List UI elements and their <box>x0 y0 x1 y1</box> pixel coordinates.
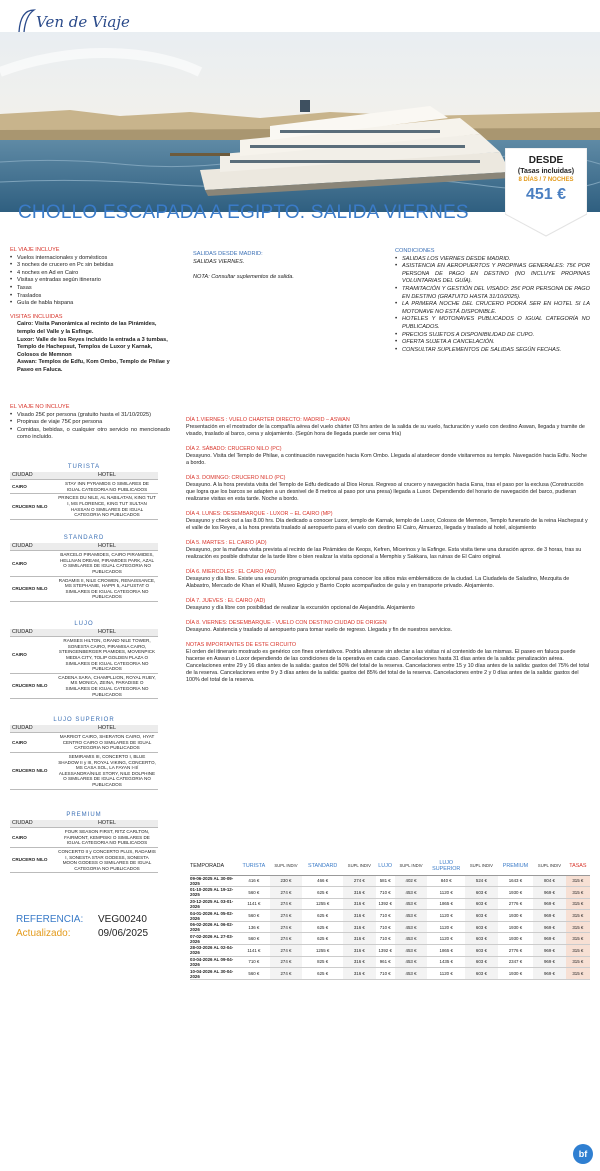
price-cell: 316 € <box>343 910 375 922</box>
visita-aswan: Aswan: Templos de Edfu, Kom Ombo, Templo de Philae y Paseo en Faluca. <box>17 359 170 373</box>
day-title: DÍA 3. DOMINGO: CRUCERO NILO (PC) <box>186 475 286 481</box>
price-cell: 274 € <box>270 945 302 957</box>
price-cell: 1255 € <box>302 945 343 957</box>
table-row <box>10 494 158 519</box>
season-cell: 03-04-2026 AL 09-04-2026 <box>190 956 238 968</box>
price-cell: 2776 € <box>498 945 534 957</box>
ref-value: VEG00240 <box>98 914 147 925</box>
price-cell: 453 € <box>395 968 427 980</box>
col-hotel: HOTEL <box>56 472 158 480</box>
price-cell: 1120 € <box>427 910 465 922</box>
hotel-table-standard <box>10 536 158 602</box>
price-cell: 274 € <box>270 956 302 968</box>
price-cell: 453 € <box>395 887 427 899</box>
price-cell: 316 € <box>343 898 375 910</box>
list-item: • Visitas y entradas según itinerario <box>10 277 170 285</box>
price-cell: 1930 € <box>498 933 534 945</box>
list-item: • TRAMITACIÓN Y GESTIÓN DEL VISADO: 25€ POR PERSONA DE PAGO EN DESTINO (GRATUITO HASTA 31/10/2025). <box>395 286 590 301</box>
category-title: PREMIUM <box>66 812 102 818</box>
price-cell: 315 € <box>566 875 590 887</box>
col-ciudad: CIUDAD <box>10 543 56 551</box>
list-item: • 4 noches en Ad en Cairo <box>10 270 170 278</box>
col-hotel: HOTEL <box>56 629 158 637</box>
hotel-table-lujo-superior <box>10 718 158 790</box>
price-cell: 1930 € <box>498 968 534 980</box>
list-item: • ASISTENCIA EN AEROPUERTOS Y PROPINAS GENERALES: 75€ POR PERSONA DE PAGO EN DESTINO (NO INCLUYE PROPINAS VOLUNTARIAS DEL GUÍA). <box>395 263 590 286</box>
table-row <box>190 945 590 957</box>
price-cell: 625 € <box>302 910 343 922</box>
no-incluye-list <box>10 412 170 442</box>
price-cell: 625 € <box>302 933 343 945</box>
price-cell: 625 € <box>302 887 343 899</box>
price-cell: 315 € <box>566 887 590 899</box>
price-cell: 710 € <box>238 956 270 968</box>
season-cell: 04-01-2026 AL 05-02-2026 <box>190 910 238 922</box>
hotel-cell: RADAMIS II, NILE CROWEN, RENAISSANCE, MS STEPHANIE, HAPPI 5, ALFUSTAT O SIMILARES DE IGUAL CATEGORIA NO PUBLICADOS <box>56 576 158 601</box>
price-cell: 136 € <box>238 921 270 933</box>
list-item: • Propinas de viaje 75€ por persona <box>10 419 170 427</box>
corner-logo: bf <box>573 1144 593 1164</box>
col-temporada: TEMPORADA <box>190 857 238 875</box>
price-cell: 969 € <box>533 921 565 933</box>
city-cell: CRUCERO NILO <box>10 673 56 698</box>
price-cell: 1930 € <box>498 910 534 922</box>
price-cell: 315 € <box>566 910 590 922</box>
salidas-nota: NOTA: Consultar suplementos de salida. <box>193 274 294 281</box>
price-cell: 969 € <box>533 956 565 968</box>
price-cell: 603 € <box>465 933 497 945</box>
price-cell: 274 € <box>270 968 302 980</box>
table-row <box>190 898 590 910</box>
price-cell: 969 € <box>533 887 565 899</box>
category-title: LUJO <box>74 621 94 627</box>
table-row <box>10 733 158 753</box>
condiciones-section <box>395 248 590 354</box>
price-cell: 1120 € <box>427 887 465 899</box>
day-title: DÍA 5. MARTES : EL CAIRO (AD) <box>186 540 267 546</box>
col-supl: SUPL INDIV <box>465 857 497 875</box>
season-cell: 01-10-2025 AL 19-12-2025 <box>190 887 238 899</box>
price-cell: 1141 € <box>238 945 270 957</box>
city-cell: CAIRO <box>10 480 56 494</box>
price-cell: 316 € <box>343 968 375 980</box>
price-cell: 2776 € <box>498 898 534 910</box>
category-title: TURISTA <box>67 464 101 470</box>
price-cell: 1255 € <box>302 898 343 910</box>
price-cell: 625 € <box>302 968 343 980</box>
table-row <box>10 551 158 576</box>
col-supl: SUPL INDIV <box>395 857 427 875</box>
price-header-row <box>190 857 590 875</box>
col-ciudad: CIUDAD <box>10 472 56 480</box>
day-text: Desayuno. A la hora prevista visita del Templo de Edfu dedicado al Dios Horus. Regreso al crucero y navegación hacia Esna, tras el paso por la exclusa (Construcción que logra que los barcos se adapten a un desnivel de 8 metros al paso por una presa) llegada a Luxor. Dependiendo del horario de navegación del barco, pudieran realizarse visitas en esta tarde. Noche a bordo. <box>186 482 584 502</box>
table-row <box>10 847 158 872</box>
season-cell: 28-03-2026 AL 02-04-2026 <box>190 945 238 957</box>
price-cell: 969 € <box>533 898 565 910</box>
price-cell: 316 € <box>343 956 375 968</box>
price-cell: 603 € <box>465 945 497 957</box>
price-cell: 1930 € <box>498 921 534 933</box>
visitas-section <box>10 314 170 375</box>
visitas-heading: VISITAS INCLUIDAS <box>10 313 63 320</box>
list-item: • HOTELES Y MOTONAVES PUBLICADOS O IGUAL CATEGORÍA NO PUBLICADOS. <box>395 316 590 331</box>
badge-precio: 451 € <box>525 186 567 203</box>
table-row <box>190 875 590 887</box>
price-cell: 1392 € <box>376 945 395 957</box>
price-cell: 453 € <box>395 933 427 945</box>
price-cell: 969 € <box>533 968 565 980</box>
city-cell: CRUCERO NILO <box>10 576 56 601</box>
price-cell: 453 € <box>395 956 427 968</box>
price-cell: 274 € <box>270 921 302 933</box>
col-hotel: HOTEL <box>56 543 158 551</box>
price-cell: 315 € <box>566 968 590 980</box>
price-cell: 603 € <box>465 887 497 899</box>
salidas-heading: SALIDAS DESDE MADRID: <box>193 251 263 257</box>
page-title: CHOLLO ESCAPADA A EGIPTO. SALIDA VIERNES <box>18 202 469 223</box>
price-cell: 315 € <box>566 933 590 945</box>
city-cell: CAIRO <box>10 551 56 576</box>
hotel-cell: MARRIOT CAIRO, SHERATON CAIRO, HYAT CENTRO CAIRO O SIMILARES DE IGUAL CATEGORIA NO PUBLICADOS <box>56 733 158 753</box>
price-cell: 710 € <box>376 910 395 922</box>
list-item: • LA PRIMERA NOCHE DEL CRUCERO PODRÁ SER EN HOTEL SI LA MOTONAVE NO ESTÁ DISPONIBLE. <box>395 301 590 316</box>
no-incluye-section <box>10 404 170 442</box>
price-table <box>190 857 590 980</box>
price-cell: 453 € <box>395 945 427 957</box>
updated-label: Actualizado: <box>16 928 71 939</box>
price-cell: 1141 € <box>238 898 270 910</box>
hotel-cell: PRINCES DU NILE, AL NABILATAN, KING TUT I, MS FLORENCE, KING TUT SULTAN HASSAN O SIMILARES DE IGUAL CATEGORIA NO PUBLICADOS <box>56 494 158 519</box>
price-cell: 274 € <box>270 887 302 899</box>
category-title: STANDARD <box>63 535 105 541</box>
hotel-table-lujo <box>10 622 158 699</box>
price-cell: 1865 € <box>427 898 465 910</box>
price-cell: 1392 € <box>376 898 395 910</box>
table-row <box>190 968 590 980</box>
table-row <box>10 576 158 601</box>
table-row <box>10 480 158 494</box>
price-cell: 274 € <box>270 933 302 945</box>
list-item: • Vuelos internacionales y domésticos <box>10 255 170 263</box>
price-cell: 1120 € <box>427 933 465 945</box>
list-item: • Visado 25€ por persona (gratuito hasta el 31/10/2025) <box>10 412 170 420</box>
salidas-section <box>193 251 373 282</box>
price-cell: 315 € <box>566 898 590 910</box>
price-cell: 402 € <box>395 875 427 887</box>
city-cell: CAIRO <box>10 733 56 753</box>
price-cell: 316 € <box>343 921 375 933</box>
price-cell: 560 € <box>238 887 270 899</box>
col-lujo-superior: LUJO SUPERIOR <box>427 857 465 875</box>
hotel-cell: STAY INN PYRAMIDS O SIMILARES DE IGUAL CATEGORIA NO PUBLICADOS <box>56 480 158 494</box>
price-cell: 274 € <box>270 910 302 922</box>
price-cell: 316 € <box>343 933 375 945</box>
day-title: DÍA 1.VIERNES : VUELO CHARTER DIRECTO: MADRID – ASWAN <box>186 417 350 423</box>
table-row <box>190 887 590 899</box>
price-cell: 2347 € <box>498 956 534 968</box>
logo-text: Ven de Viaje <box>36 13 130 31</box>
ref-label: REFERENCIA: <box>16 914 84 925</box>
category-title: LUJO SUPERIOR <box>53 717 115 723</box>
price-cell: 603 € <box>465 910 497 922</box>
visita-luxor: Luxor: Valle de los Reyes incluido la entrada a 3 tumbas, Templo de Hachepsut, Templos de Luxor y Karnak, Colosos de Memnon <box>17 336 168 358</box>
price-cell: 840 € <box>427 875 465 887</box>
hotel-cell: CONCERTO II y CONCERTO PLUS, RADAMIS I, SONESTA STAR GODESS, SONESTA MOON GODESS O SIMILARES DE IGUAL CATEGORIA NO PUBLICADOS <box>56 847 158 872</box>
price-cell: 315 € <box>566 956 590 968</box>
price-cell: 274 € <box>343 875 375 887</box>
list-item: • Comidas, bebidas, o cualquier otro servicio no mencionado como incluido. <box>10 427 170 442</box>
price-cell: 524 € <box>465 875 497 887</box>
badge-duracion: 8 DÍAS / 7 NOCHES <box>518 177 574 183</box>
price-cell: 1643 € <box>498 875 534 887</box>
price-cell: 416 € <box>238 875 270 887</box>
list-item: • OFERTA SUJETA A CANCELACIÓN. <box>395 339 590 347</box>
col-supl: SUPL INDIV <box>343 857 375 875</box>
day-text: Desayuno y check out a las 8.00 hrs. Día dedicado a conocer Luxor, templo de Karnak, templo de Luxor, Colosos de Memnon, Templo funerario de la reina Hachepsut y el valle de los Reyes, a la hora prevista traslado al aeropuerto para el vuelo con destino El Cairo, Almuerzo, llegada y traslado al hotel, alojamiento <box>186 518 588 531</box>
col-ciudad: CIUDAD <box>10 629 56 637</box>
price-cell: 710 € <box>376 921 395 933</box>
col-hotel: HOTEL <box>56 820 158 828</box>
list-item: • Tasas <box>10 285 170 293</box>
price-cell: 316 € <box>343 945 375 957</box>
price-cell: 710 € <box>376 968 395 980</box>
day-text: Desayuno y día libre. Existe una excursión programada opcional para conocer los sitios más emblemáticos de la ciudad. La Ciudadela de Saladino, Mezquita de Alabastro, Mercado de Khan el Khalili, Museo Egipcio y Barrio Copto acompañados de guía y en transporte privado. Alojamiento. <box>186 576 570 589</box>
price-cell: 825 € <box>302 956 343 968</box>
city-cell: CRUCERO NILO <box>10 847 56 872</box>
price-cell: 274 € <box>270 898 302 910</box>
price-cell: 1435 € <box>427 956 465 968</box>
col-standard: STANDARD <box>302 857 343 875</box>
price-cell: 453 € <box>395 898 427 910</box>
day-text: Desayuno. Asistencia y traslado al aeropuerto para tomar vuelo de regreso. Llegada y fin de nuestros servicios. <box>186 627 453 633</box>
list-item: • PRECIOS SUJETOS A DISPONIBILIDAD DE CUPO. <box>395 332 590 340</box>
price-cell: 316 € <box>343 887 375 899</box>
incluye-list <box>10 255 170 308</box>
price-cell: 315 € <box>566 945 590 957</box>
price-cell: 969 € <box>533 910 565 922</box>
season-cell: 10-04-2026 AL 30-04-2026 <box>190 968 238 980</box>
col-hotel: HOTEL <box>56 725 158 733</box>
salidas-dias: SALIDAS VIERNES. <box>193 258 245 265</box>
season-cell: 07-02-2026 AL 27-03-2026 <box>190 933 238 945</box>
price-cell: 453 € <box>395 921 427 933</box>
price-cell: 1120 € <box>427 968 465 980</box>
hotel-cell: FOUR SEASON FIRST, RITZ CARLTON, FAIRMONT, KEMPISKI O SIMILARES DE IGUAL CATEGORIA NO PUBLICADOS <box>56 828 158 848</box>
table-row <box>10 828 158 848</box>
col-supl: SUPL INDIV <box>270 857 302 875</box>
reference-block <box>16 913 148 941</box>
day-title: DÍA 2. SÁBADO: CRUCERO NILO (PC) <box>186 446 282 452</box>
col-ciudad: CIUDAD <box>10 820 56 828</box>
day-text: Desayuno y día libre con posibilidad de realizar la excursión opcional de Alejandría. Alojamiento <box>186 605 415 611</box>
price-cell: 1930 € <box>498 887 534 899</box>
col-ciudad: CIUDAD <box>10 725 56 733</box>
hotel-cell: RAMSES HILTON, GRAND NILE TOWER, SONESTA CAIRO, PIRAMISA CAIRO, STEINGENBERGER PIAMIDES, MOVENPICK MEDIA CITY, TOLIP GOLDEN PLAZA O SIMILARES DE IGUAL CATEGORIA NO PUBLICADOS <box>56 637 158 674</box>
notes-title: NOTAS IMPORTANTES DE ESTE CIRCUITO <box>186 642 297 648</box>
table-row <box>190 956 590 968</box>
season-cell: 09-06-2025 AL 30-09-2025 <box>190 875 238 887</box>
price-cell: 560 € <box>238 910 270 922</box>
table-row <box>190 933 590 945</box>
day-title: DÍA 8. VIERNES: DESEMBARQUE - VUELO CON DESTINO CIUDAD DE ORIGEN <box>186 620 387 626</box>
list-item: • Traslados <box>10 293 170 301</box>
updated-value: 09/06/2025 <box>98 928 149 939</box>
left-column <box>10 247 170 381</box>
hotel-table-premium <box>10 813 158 873</box>
col-premium: PREMIUM <box>498 857 534 875</box>
col-lujo: LUJO <box>376 857 395 875</box>
city-cell: CRUCERO NILO <box>10 494 56 519</box>
price-cell: 603 € <box>465 956 497 968</box>
price-cell: 560 € <box>238 968 270 980</box>
table-row <box>190 921 590 933</box>
badge-tasas: (Tasas incluidas) <box>517 168 575 175</box>
season-cell: 20-12-2025 AL 03-01-2026 <box>190 898 238 910</box>
list-item: • SALIDAS LOS VIERNES DESDE MADRID. <box>395 256 590 264</box>
badge-desde: DESDE <box>528 155 564 166</box>
condiciones-list <box>395 256 590 355</box>
col-turista: TURISTA <box>238 857 270 875</box>
price-cell: 710 € <box>376 933 395 945</box>
notes-text: El orden del itinerario mostrado es genérico con fines orientativos. Podría alterarse sin afectar a las visitas ni al contenido de las mismas. El paseo en faluca puede hacerse en Aswan o Luxor dependiendo de las condiciones de la operativa en cada caso. Cancelaciones hasta 31 días antes de la salida: penalización aérea. Cancelaciones entre 29 y 16 días antes de la salida: gastos del 50% del total de la reserva. Cancelaciones entre 15 y 10 días antes de la salida: gastos del 75% del total de la reserva. Cancelaciones entre 9 y 3 días antes de la salida: gastos del 85% del total de la reserva. Cancelaciones entre 2 y 0 días antes de la salida: gastos del 100% del total de la reserva. <box>186 649 590 683</box>
hotel-cell: CADENA SARA, CHAMPLLION, ROYAL RUBY, MS MONICA, ZEINA, PARADISE O SIMILARES DE IGUAL CATEGORIA NO PUBLICADOS <box>56 673 158 698</box>
hotel-cell: SEMIRAMIS III, CONCERTO I, BLUE SHADOW II y III, ROYAL VIKING, CONCERTO, MS CASA SOL, LA FAYAN I-II/ ALESSANDRA/NILE STORY, NILE DOLPHINE O SIMILARES DE IGUAL CATEGORIA NO PUBLICADOS <box>56 752 158 789</box>
price-cell: 453 € <box>395 910 427 922</box>
col-supl: SUPL INDIV <box>533 857 565 875</box>
price-cell: 603 € <box>465 921 497 933</box>
itinerary <box>186 414 590 684</box>
incluye-section <box>10 247 170 308</box>
price-cell: 315 € <box>566 921 590 933</box>
no-incluye-heading: EL VIAJE NO INCLUYE <box>10 404 70 410</box>
table-row <box>10 673 158 698</box>
price-cell: 560 € <box>238 933 270 945</box>
day-text: Desayuno, por la mañana visita prevista al recinto de las Pirámides de Keops, Kefren, Micerinos y la Esfinge. Esta visita tiene una duración aprox. de 3 horas, tras su realización es posible disfrutar de la tarde libre o bien realizar la visita opcional a Memphis y Sakkara, las ruinas de El Cairo original. <box>186 547 582 560</box>
list-item: • 3 noches de crucero en Pc sin bebidas <box>10 262 170 270</box>
city-cell: CRUCERO NILO <box>10 752 56 789</box>
price-cell: 1120 € <box>427 921 465 933</box>
day-title: DÍA 4. LUNES: DESEMBARQUE - LUXOR – EL CAIRO (MP) <box>186 511 333 517</box>
city-cell: CAIRO <box>10 637 56 674</box>
price-cell: 710 € <box>376 887 395 899</box>
hotel-cell: BARCELO PIRAMIDES, CAIRO PIRAMIDES, HELLNAN DREAM, PIRAMIDES PARK, AZAL O SIMILARES DE IGUAL CATEGORIA NO PUBLICADOS <box>56 551 158 576</box>
price-cell: 603 € <box>465 968 497 980</box>
visita-cairo: Cairo: Visita Panorámica al recinto de las Pirámides, templo del Valle y la Esfinge. <box>17 321 157 335</box>
price-cell: 969 € <box>533 945 565 957</box>
list-item: • Guía de habla hispana <box>10 300 170 308</box>
day-text: Desayuno. Visita del Templo de Philae, a continuación navegación hacia Kom Ombo. Llegada al atardecer donde visitaremos su templo. Navegación hacia Edfu. Noche a bordo. <box>186 453 588 466</box>
price-badge <box>505 148 587 238</box>
price-cell: 581 € <box>376 875 395 887</box>
price-cell: 969 € <box>533 933 565 945</box>
condiciones-heading: CONDICIONES <box>395 248 435 254</box>
price-cell: 961 € <box>376 956 395 968</box>
price-cell: 230 € <box>270 875 302 887</box>
price-cell: 804 € <box>533 875 565 887</box>
city-cell: CAIRO <box>10 828 56 848</box>
hotel-table-turista <box>10 465 158 520</box>
price-cell: 466 € <box>302 875 343 887</box>
price-cell: 603 € <box>465 898 497 910</box>
season-cell: 06-02-2026 AL 06-02-2026 <box>190 921 238 933</box>
price-cell: 1865 € <box>427 945 465 957</box>
table-row <box>10 637 158 674</box>
price-cell: 625 € <box>302 921 343 933</box>
incluye-heading: EL VIAJE INCLUYE <box>10 247 60 253</box>
table-row <box>190 910 590 922</box>
day-title: DÍA 7. JUEVES : EL CAIRO (AD) <box>186 598 266 604</box>
day-text: Presentación en el mostrador de la compañía aérea del vuelo chárter 03 hrs antes de la salida de su vuelo, facturación y vuelo con destino Aswan, llegada y tramite de visado, traslado al barco, cena y alojamiento. (Según hora de llegada puede ser cena fría) <box>186 424 585 437</box>
col-tasas: TASAS <box>566 857 590 875</box>
table-row <box>10 752 158 789</box>
list-item: • CONSULTAR SUPLEMENTOS DE SALIDAS SEGÚN FECHAS. <box>395 347 590 355</box>
day-title: DÍA 6. MIERCOLES : EL CAIRO (AD) <box>186 569 276 575</box>
